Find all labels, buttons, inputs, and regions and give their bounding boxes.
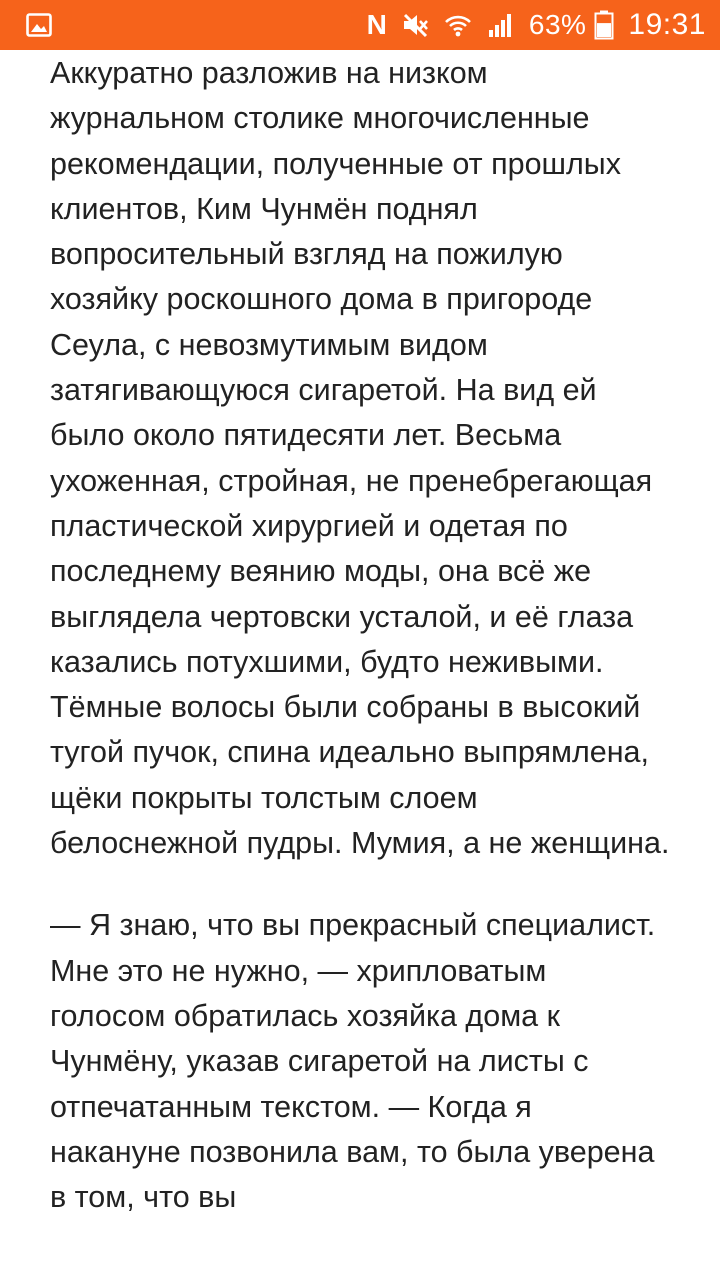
- gallery-notification-icon[interactable]: [26, 13, 52, 37]
- nfc-icon: N: [366, 9, 387, 40]
- battery-percent: 63%: [528, 9, 587, 40]
- wifi-icon: [443, 11, 473, 39]
- battery-fill: [597, 23, 611, 37]
- signal-icon: [487, 11, 515, 39]
- mute-icon: [401, 11, 429, 39]
- article-content: [50, 51, 670, 1257]
- status-bar: [0, 0, 720, 50]
- article-paragraph: Аккуратно разложив на низком журнальном столике многочисленные рекомендации, полученные от прошлых клиентов, Ким Чунмён поднял вопросительный взгляд на пожилую хозяйку роскошного дома в пригороде Сеула, с невозмутимым видом затягивающуюся сигаретой. На вид ей было около пятидесяти лет. Весьма ухоженная, стройная, не пренебрегающая пластической хирургией и одетая по последнему веянию моды, она всё же выглядела чертовски усталой, и её глаза казались потухшими, будто неживыми. Тёмные волосы были собраны в высокий тугой пучок, спина идеально выпрямлена, щёки покрыты толстым слоем белоснежной пудры. Мумия, а не женщина.: [50, 56, 670, 861]
- battery-icon: [594, 10, 614, 40]
- article-paragraph: — Я знаю, что вы прекрасный специалист. Мне это не нужно, — хрипловатым голосом обратилась хозяйка дома к Чунмёну, указав сигаретой на листы с отпечатанным текстом. — Когда я накануне позвонила вам, то была уверена в том, что вы: [50, 908, 656, 1215]
- clock-time: 19:31: [628, 8, 706, 41]
